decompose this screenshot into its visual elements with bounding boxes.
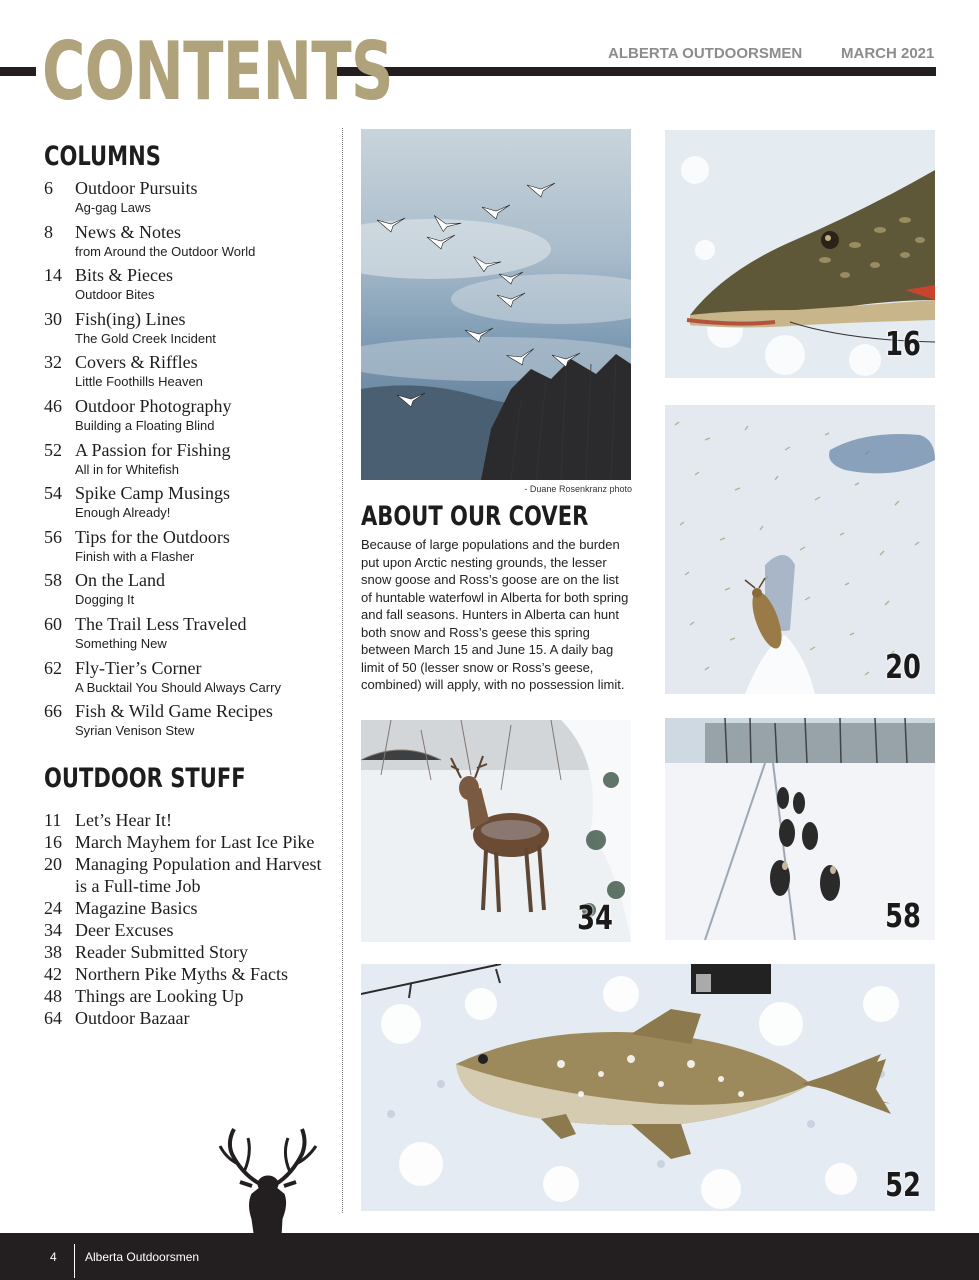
outdoor-stuff-entry[interactable] [44,1007,344,1029]
column-entry-subtitle: Building a Floating Blind [75,417,215,433]
column-entry-page: 54 [44,483,62,504]
column-entry-title: A Passion for Fishing [75,439,231,460]
footer-publication: Alberta Outdoorsmen [85,1250,200,1264]
outdoor-stuff-entry[interactable] [44,963,344,985]
sled-dogs-photo [665,718,935,940]
sled-dogs-page-number: 58 [885,896,921,935]
column-entry-page: 58 [44,570,62,591]
footer-page-number: 4 [50,1250,57,1264]
outdoor-stuff-entry-page: 38 [44,942,62,962]
about-cover-heading: ABOUT OUR COVER [361,501,589,532]
column-entry-title: The Trail Less Traveled [75,613,247,634]
outdoor-stuff-entry-page: 34 [44,920,62,940]
column-entry[interactable] [44,613,344,657]
column-entry[interactable] [44,569,344,613]
column-entry-page: 62 [44,657,62,678]
columns-heading: COLUMNS [44,141,161,172]
outdoor-stuff-entry-page: 16 [44,832,62,852]
column-entry-subtitle: Ag-gag Laws [75,200,151,215]
column-entry[interactable] [44,526,344,570]
pike-page-number: 16 [885,324,921,363]
outdoor-stuff-entry-page: 42 [44,964,62,984]
whitefish-photo [361,964,935,1211]
outdoor-stuff-entry[interactable] [44,853,344,897]
column-entry-subtitle: from Around the Outdoor World [75,243,256,259]
snow-geese-icon [361,129,631,480]
column-entry-page: 46 [44,395,62,416]
outdoor-stuff-entry-page: 64 [44,1008,62,1028]
outdoor-stuff-entry-title: Reader Submitted Story [75,942,248,962]
column-entry-title: Bits & Pieces [75,265,173,286]
column-entry-subtitle: Outdoor Bites [75,287,155,303]
whitefish-page-number: 52 [885,1165,921,1204]
outdoor-stuff-entry-title: Let’s Hear It! [75,810,172,830]
column-entry[interactable] [44,700,344,744]
column-entry-subtitle: Something New [75,635,167,651]
column-entry-subtitle: Enough Already! [75,505,171,521]
column-entry[interactable] [44,177,344,221]
column-entry[interactable] [44,264,344,308]
column-entry[interactable] [44,657,344,701]
outdoor-stuff-entry[interactable] [44,919,344,941]
column-entry-subtitle: Finish with a Flasher [75,548,195,564]
column-entry-title: Spike Camp Musings [75,483,231,504]
header-rule-left [0,67,36,76]
outdoor-stuff-entry[interactable] [44,941,344,963]
column-entry[interactable] [44,351,344,395]
footer-divider [74,1244,75,1278]
column-entry-page: 56 [44,526,62,547]
column-entry-page: 32 [44,352,62,373]
column-entry-subtitle: Syrian Venison Stew [75,723,195,739]
header-issue: MARCH 2021 [841,45,935,62]
page-title: CONTENTS [42,25,393,118]
outdoor-stuff-entry[interactable] [44,897,344,919]
columns-list [44,177,344,744]
column-entry-title: Fish(ing) Lines [75,308,186,329]
column-entry-page: 52 [44,439,62,460]
outdoor-stuff-heading: OUTDOOR STUFF [44,763,246,794]
column-entry-page: 14 [44,265,62,286]
outdoor-stuff-entry-page: 48 [44,986,62,1006]
column-entry-subtitle: Little Foothills Heaven [75,374,203,390]
column-divider [342,128,343,1213]
outdoor-stuff-entry-title: Northern Pike Myths & Facts [75,964,288,984]
outdoor-stuff-entry-page: 11 [44,810,62,830]
column-entry-subtitle: All in for Whitefish [75,461,180,477]
column-entry-subtitle: A Bucktail You Should Always Carry [75,679,281,695]
whitefish-icon [361,964,935,1211]
column-entry-title: Covers & Riffles [75,352,198,373]
deer-forest-page-number: 34 [577,898,613,937]
deer-forest-photo [361,720,631,942]
column-entry[interactable] [44,221,344,265]
column-entry-title: Fly-Tier’s Corner [75,657,202,678]
column-entry-page: 8 [44,221,53,242]
outdoor-stuff-entry-title: Outdoor Bazaar [75,1008,190,1028]
column-entry[interactable] [44,482,344,526]
outdoor-stuff-entry-page: 24 [44,898,62,918]
outdoor-stuff-entry-title: Magazine Basics [75,898,198,918]
outdoor-stuff-entry[interactable] [44,985,344,1007]
outdoor-stuff-entry[interactable] [44,831,344,853]
outdoor-stuff-entry-title: March Mayhem for Last Ice Pike [75,832,315,852]
column-entry-title: Outdoor Pursuits [75,178,198,198]
column-entry-title: News & Notes [75,221,181,242]
column-entry-page: 60 [44,613,62,634]
photo-credit: - Duane Rosenkranz photo [524,484,632,494]
outdoor-stuff-entry-page: 20 [44,854,62,874]
column-entry[interactable] [44,395,344,439]
column-entry[interactable] [44,308,344,352]
pike-photo [665,130,935,378]
column-entry-title: Tips for the Outdoors [75,526,230,547]
outdoor-stuff-entry-title: Deer Excuses [75,920,174,940]
cover-photo [361,129,631,480]
column-entry-title: Fish & Wild Game Recipes [75,701,273,722]
outdoor-stuff-entry-title: Things are Looking Up [75,986,244,1006]
outdoor-stuff-list [44,809,344,1029]
column-entry-title: On the Land [75,570,165,591]
column-entry-subtitle: Dogging It [75,592,135,608]
column-entry-subtitle: The Gold Creek Incident [75,330,216,346]
header-rule-right [336,67,936,76]
column-entry-page: 30 [44,308,62,329]
outdoor-stuff-entry-title: Managing Population and Harvest is a Full-time Job [75,854,322,896]
deer-aerial-photo [665,405,935,694]
about-cover-text: Because of large populations and the burden put upon Arctic nesting grounds, the lesser snow goose and Ross’s goose are on the list of huntable waterfowl in Alberta for both spring and fall seasons. Hunters in Alberta can hunt both snow and Ross’s geese this spring between March 15 and June 15. A daily bag limit of 50 (lesser snow or Ross’s geese, combined) will apply, with no possession limit. [361,537,629,692]
deer-aerial-page-number: 20 [885,647,921,686]
header-publication: ALBERTA OUTDOORSMEN [608,45,803,62]
outdoor-stuff-entry[interactable] [44,809,344,831]
column-entry-page: 66 [44,701,62,722]
column-entry-page: 6 [44,178,53,198]
column-entry[interactable] [44,439,344,483]
column-entry-title: Outdoor Photography [75,395,232,416]
